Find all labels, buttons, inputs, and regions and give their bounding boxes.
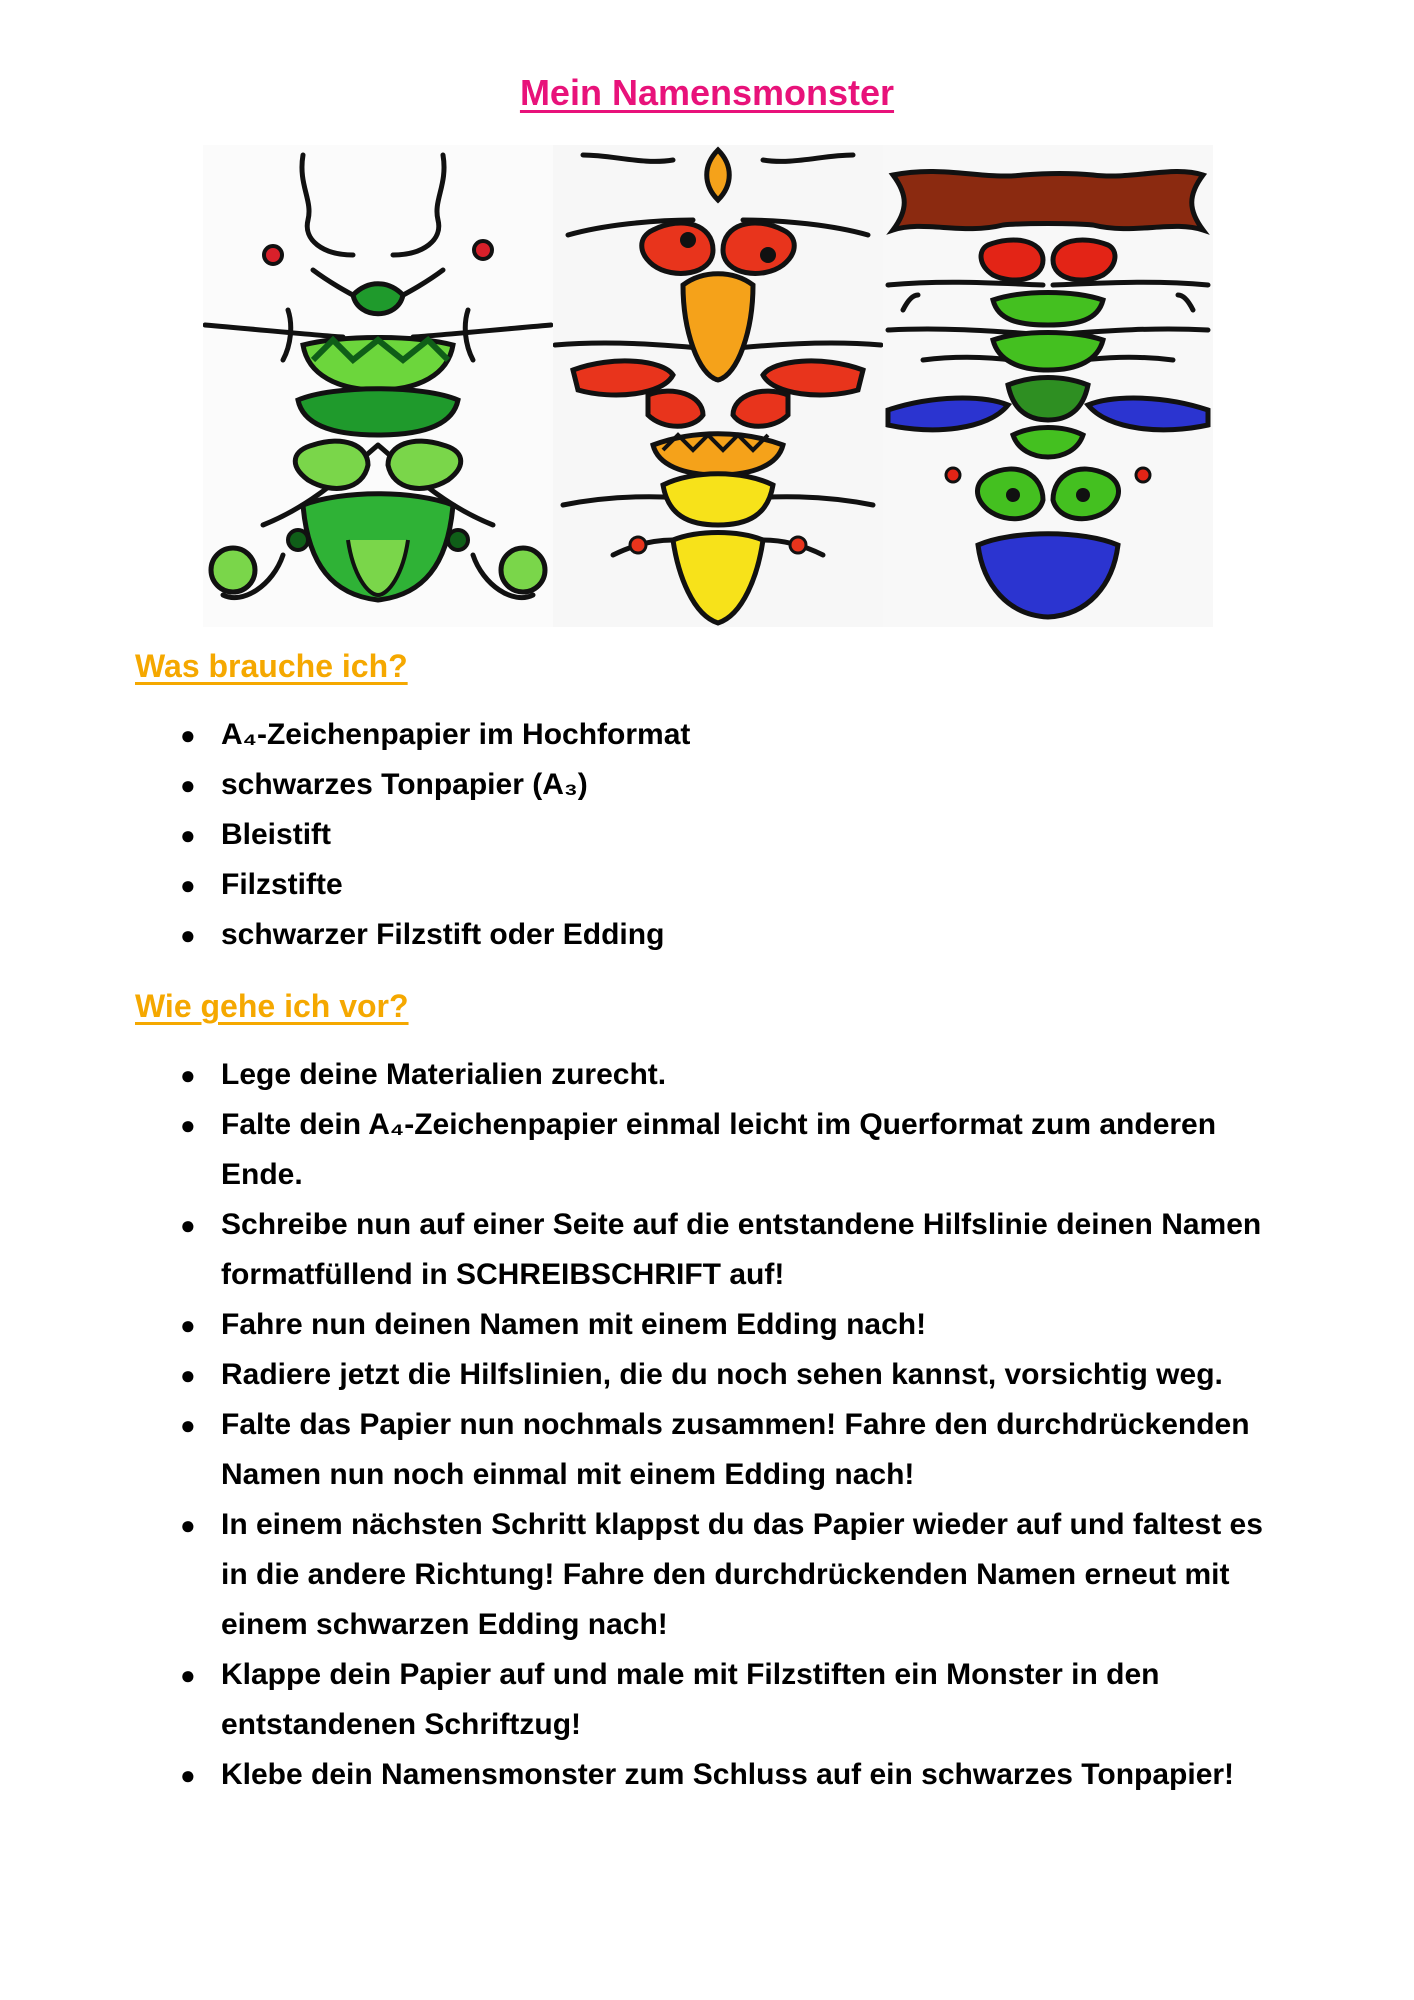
steps-heading: Wie gehe ich vor?	[135, 988, 409, 1024]
bullet-icon: ●	[180, 820, 196, 850]
steps-item	[0, 1300, 1291, 1350]
steps-item	[0, 1400, 1291, 1500]
rainbow-monster-drawing	[883, 145, 1213, 627]
steps-item-text: Lege deine Materialien zurecht.	[221, 1058, 667, 1091]
steps-item-text: Radiere jetzt die Hilfslinien, die du noch sehen kannst, vorsichtig weg.	[221, 1358, 1223, 1391]
bullet-icon: ●	[180, 720, 196, 750]
steps-item	[0, 1750, 1291, 1800]
steps-item	[0, 1650, 1291, 1750]
steps-item-text: Fahre nun deinen Namen mit einem Edding nach!	[221, 1308, 927, 1341]
monster-photo-strip	[203, 145, 1213, 627]
photo-green-monster	[203, 145, 553, 627]
page-title: Mein Namensmonster	[519, 72, 895, 113]
steps-item-text: Klappe dein Papier auf und male mit Filzstiften ein Monster in den entstandenen Schriftzug!	[221, 1658, 1160, 1741]
steps-list	[0, 1050, 1291, 1800]
steps-item-text: Klebe dein Namensmonster zum Schluss auf ein schwarzes Tonpapier!	[221, 1758, 1235, 1791]
bullet-icon: ●	[180, 870, 196, 900]
materials-item-text: schwarzer Filzstift oder Edding	[221, 918, 665, 951]
photo-red-yellow-monster	[553, 145, 883, 627]
green-monster-drawing	[203, 145, 553, 627]
bullet-icon: ●	[180, 1410, 196, 1440]
materials-item-text: Bleistift	[221, 818, 332, 851]
steps-item	[0, 1050, 1291, 1100]
bullet-icon: ●	[180, 1060, 196, 1090]
bullet-icon: ●	[180, 1760, 196, 1790]
bullet-icon: ●	[180, 1210, 196, 1240]
materials-item-text: schwarzes Tonpapier (A₃)	[221, 768, 588, 801]
steps-item	[0, 1350, 1291, 1400]
materials-item	[0, 860, 1291, 910]
steps-item	[0, 1200, 1291, 1300]
photo-rainbow-monster	[883, 145, 1213, 627]
steps-item-text: In einem nächsten Schritt klappst du das Papier wieder auf und faltest es in die andere Richtung! Fahre den durchdrückenden Namen erneut mit einem schwarzen Edding nach!	[221, 1508, 1263, 1641]
steps-item-text: Falte das Papier nun nochmals zusammen! Fahre den durchdrückenden Namen nun noch einmal mit einem Edding nach!	[221, 1408, 1250, 1491]
materials-item	[0, 710, 1291, 760]
bullet-icon: ●	[180, 1310, 196, 1340]
steps-item-text: Falte dein A₄-Zeichenpapier einmal leicht im Querformat zum anderen Ende.	[221, 1108, 1217, 1191]
steps-item	[0, 1100, 1291, 1200]
bullet-icon: ●	[180, 770, 196, 800]
materials-item-text: Filzstifte	[221, 868, 343, 901]
materials-item	[0, 910, 1291, 960]
materials-item	[0, 760, 1291, 810]
red-yellow-monster-drawing	[553, 145, 883, 627]
bullet-icon: ●	[180, 1510, 196, 1540]
bullet-icon: ●	[180, 1360, 196, 1390]
materials-list	[0, 710, 1291, 960]
bullet-icon: ●	[180, 1110, 196, 1140]
bullet-icon: ●	[180, 1660, 196, 1690]
materials-heading: Was brauche ich?	[135, 648, 408, 684]
steps-item-text: Schreibe nun auf einer Seite auf die entstandene Hilfslinie deinen Namen formatfüllend in SCHREIBSCHRIFT auf!	[221, 1208, 1262, 1291]
steps-item	[0, 1500, 1291, 1650]
materials-item-text: A₄-Zeichenpapier im Hochformat	[221, 718, 691, 751]
bullet-icon: ●	[180, 920, 196, 950]
materials-item	[0, 810, 1291, 860]
